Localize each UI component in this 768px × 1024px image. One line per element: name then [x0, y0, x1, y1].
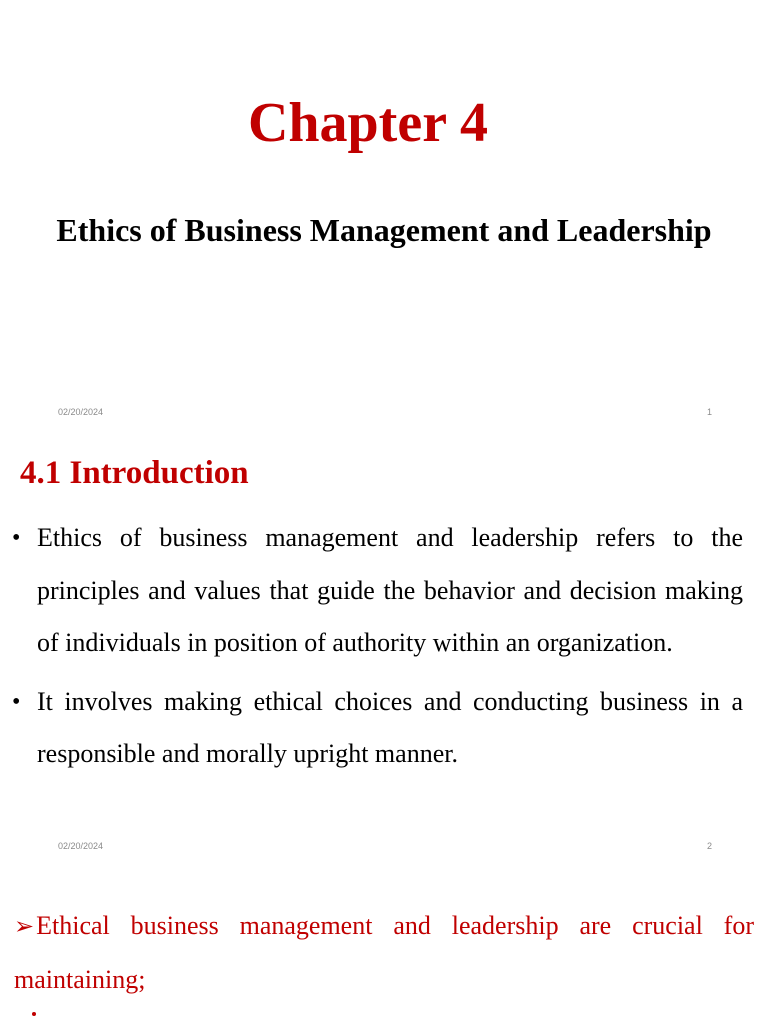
sub-bullet-icon — [32, 1012, 36, 1016]
slide-date: 02/20/2024 — [58, 407, 104, 417]
slide-1 — [0, 0, 768, 432]
slide-3 — [0, 864, 768, 1024]
bullet-icon: • — [12, 525, 21, 551]
arrow-bullet-icon: ➢ — [14, 914, 35, 940]
list-item — [12, 512, 743, 670]
bullet-text: It involves making ethical choices and conducting business in a responsible and morally upright manner. — [37, 686, 743, 768]
bullet-icon: • — [12, 688, 21, 715]
arrow-list-item — [14, 900, 754, 1006]
slide-2 — [0, 432, 768, 864]
bullet-text: Ethics of business management and leadership refers to the principles and values that guide the behavior and decision making of individuals in position of authority within an organization. — [37, 523, 743, 657]
bullet-list — [12, 512, 743, 787]
slide-number: 2 — [706, 841, 712, 851]
section-heading: 4.1 Introduction — [20, 455, 249, 491]
slide-date: 02/20/2024 — [58, 841, 104, 851]
list-item — [12, 676, 743, 781]
chapter-subtitle: Ethics of Business Management and Leadership — [56, 212, 712, 248]
slide-number: 1 — [706, 407, 712, 417]
arrow-item-text: Ethical business management and leadership are crucial for maintaining; — [14, 911, 754, 994]
chapter-title: Chapter 4 — [247, 92, 489, 154]
